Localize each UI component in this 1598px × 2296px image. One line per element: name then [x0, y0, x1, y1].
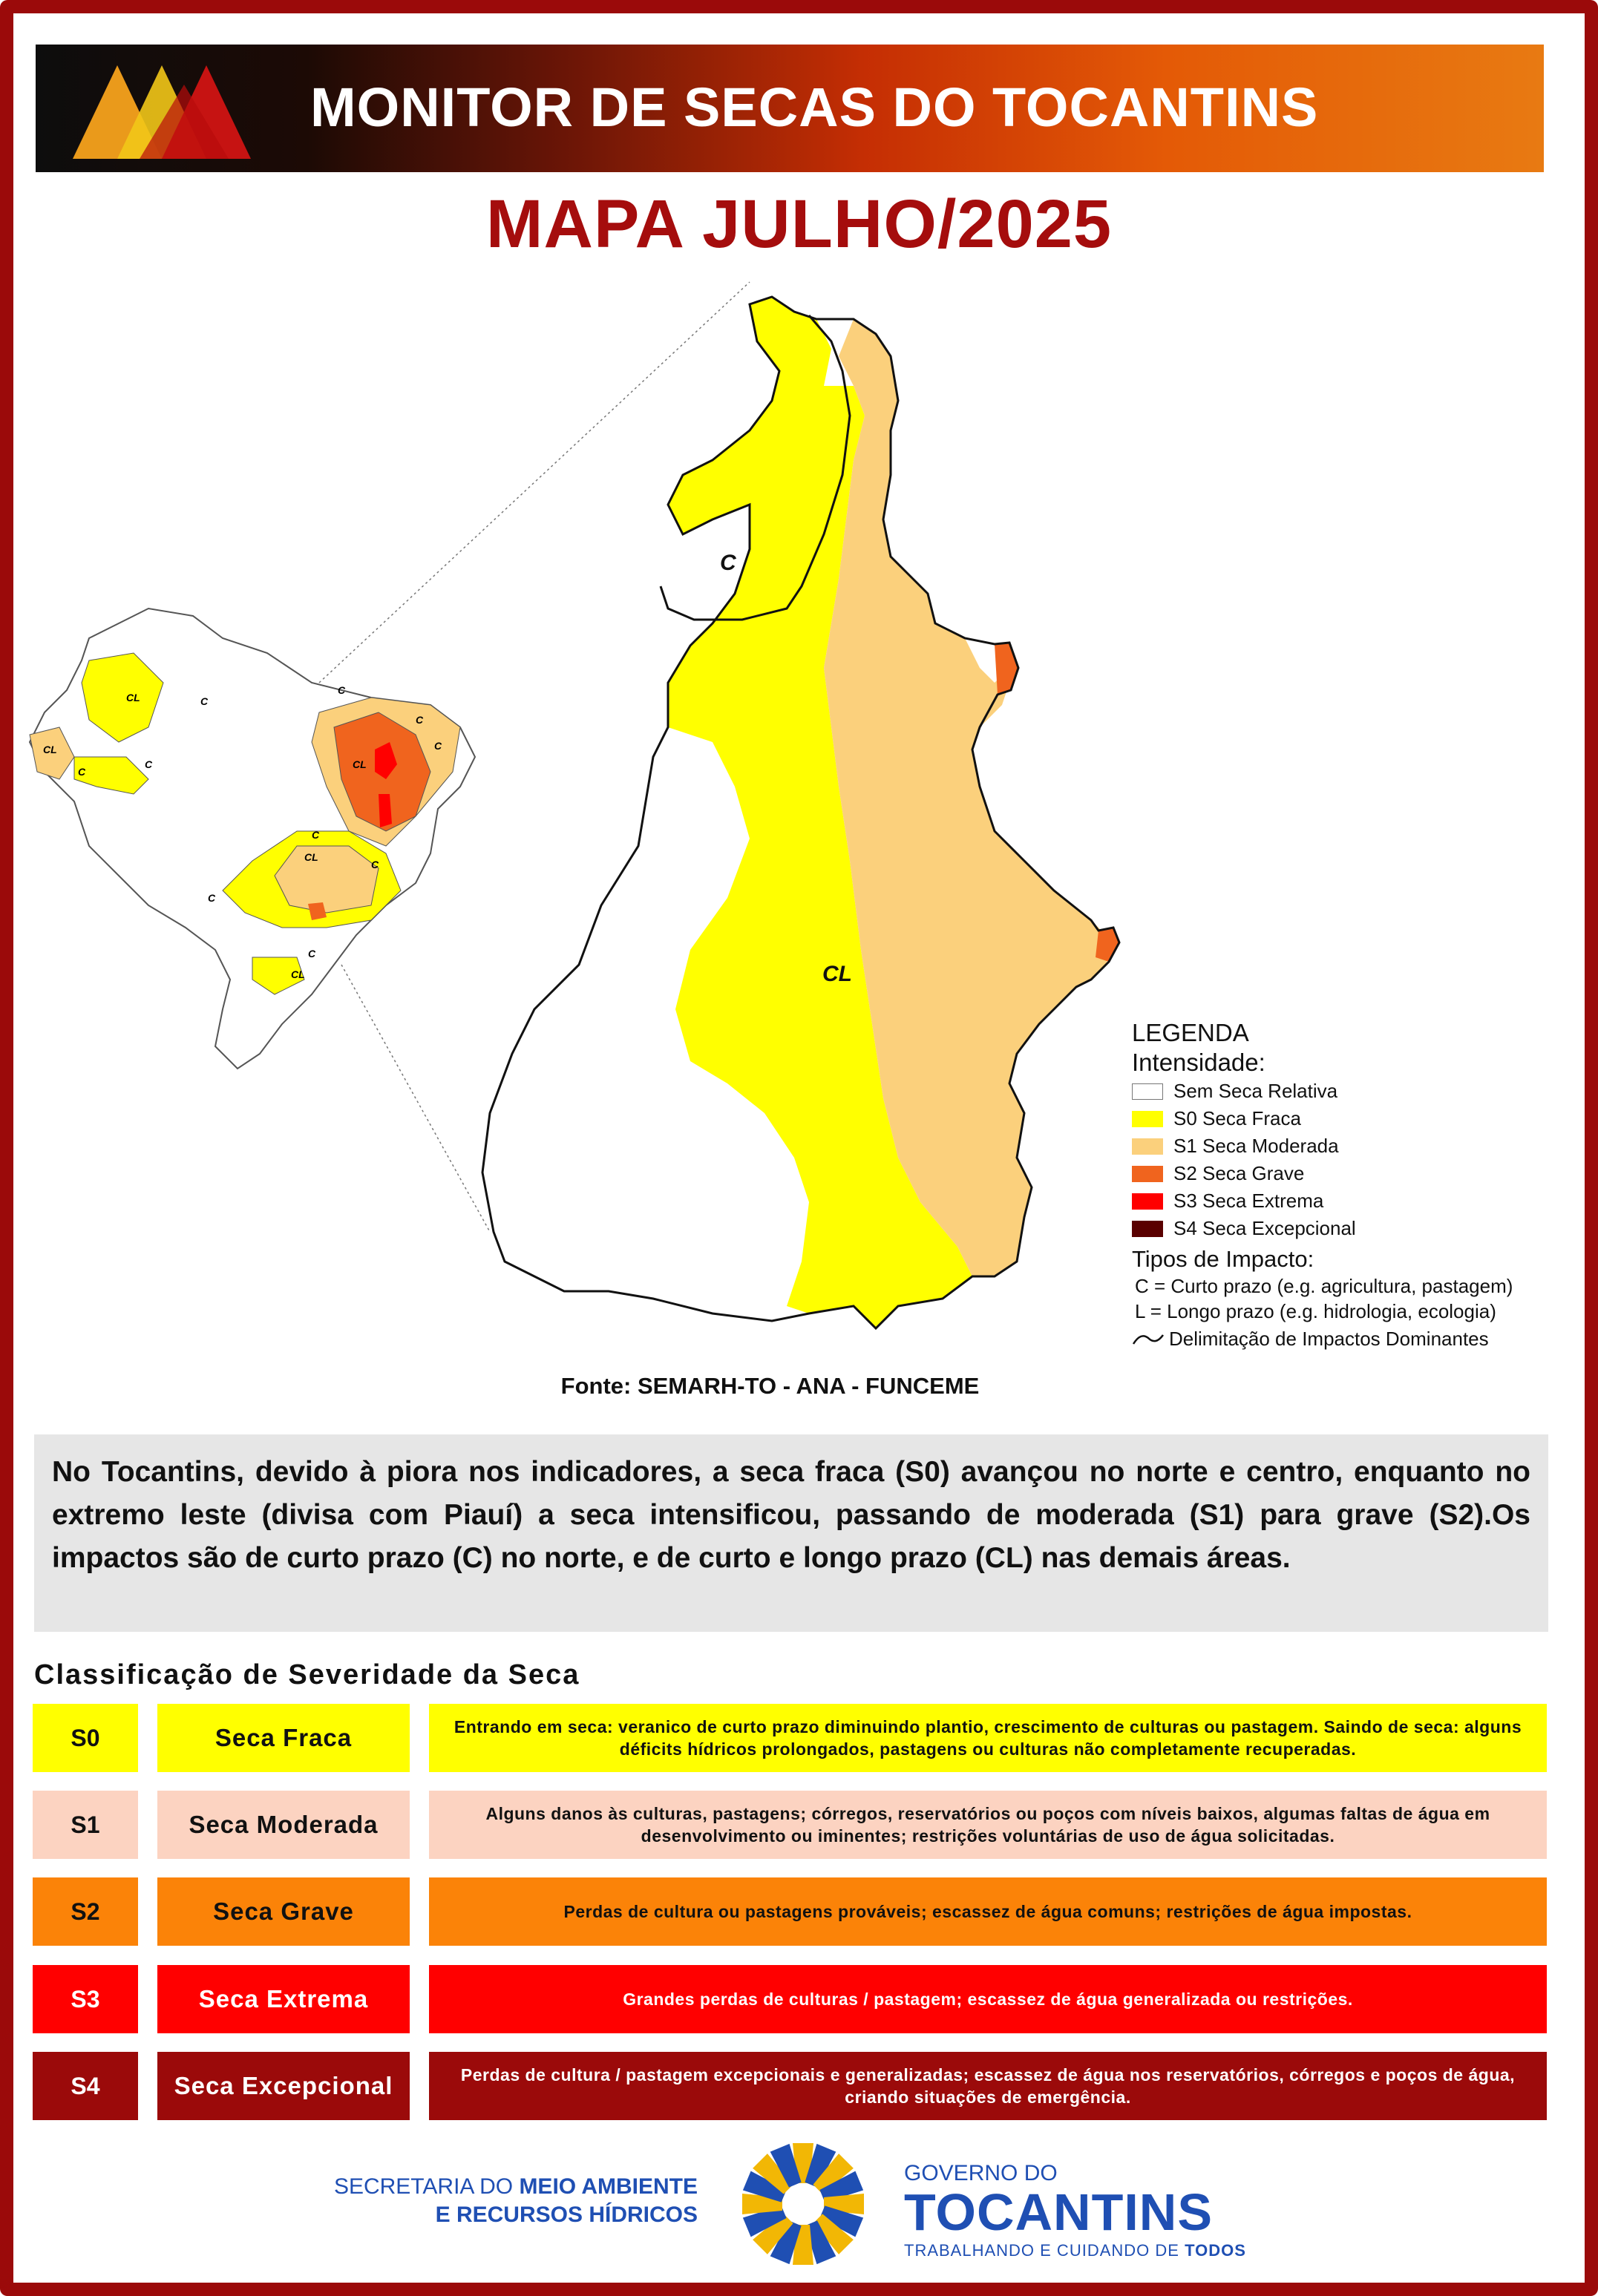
severity-code: S1	[33, 1791, 138, 1859]
legend-delimitation-label: Delimitação de Impactos Dominantes	[1169, 1328, 1489, 1350]
inset-label-cl-w: CL	[43, 744, 57, 755]
governo-logo-text	[904, 2161, 1246, 2263]
legend-item	[1132, 1187, 1513, 1215]
inset-label-c-ne: C	[338, 684, 346, 696]
severity-code: S0	[33, 1704, 138, 1772]
inset-label-c-s: C	[308, 948, 316, 960]
severity-row-s2	[33, 1877, 1547, 1946]
severity-desc: Perdas de cultura / pastagem excepcionais e generalizadas; escassez de água nos reservatórios, córregos e poços de água, criando situações de emergência.	[429, 2052, 1547, 2120]
legend-item	[1132, 1078, 1513, 1105]
map-source: Fonte: SEMARH-TO - ANA - FUNCEME	[560, 1373, 980, 1399]
severity-code: S4	[33, 2052, 138, 2120]
severity-desc: Entrando em seca: veranico de curto prazo diminuindo plantio, crescimento de culturas ou pastagem. Saindo de seca: alguns déficits hídricos prolongados, pastagens ou culturas não completamente recuperadas.	[429, 1704, 1547, 1772]
severity-desc: Alguns danos às culturas, pastagens; córregos, reservatórios ou poços com níveis baixos, algumas faltas de água em desenvolvimento ou iminentes; restrições voluntárias de uso de água solicitadas.	[429, 1791, 1547, 1859]
secretaria-logo-text	[312, 2173, 698, 2229]
legend-item-label: S1 Seca Moderada	[1173, 1135, 1339, 1157]
delimitation-line-icon	[1132, 1331, 1165, 1347]
inset-label-c-w1: C	[78, 766, 86, 778]
legend-swatch	[1132, 1221, 1163, 1237]
monitor-m-logo	[65, 55, 258, 165]
severity-desc: Grandes perdas de culturas / pastagem; escassez de água generalizada ou restrições.	[429, 1965, 1547, 2033]
severity-code: S3	[33, 1965, 138, 2033]
gov-name: TOCANTINS	[904, 2183, 1214, 2241]
severity-row-s4	[33, 2052, 1547, 2120]
gov-tagline	[904, 2238, 1246, 2263]
legend-swatch	[1132, 1193, 1163, 1210]
secretaria-line1-b: MEIO AMBIENTE	[519, 2174, 698, 2199]
severity-name: Seca Extrema	[157, 1965, 410, 2033]
inset-label-cl-center: CL	[304, 851, 318, 863]
inset-label-cl-ne: CL	[353, 758, 367, 770]
secretaria-line1-a: SECRETARIA DO	[333, 2174, 520, 2199]
legend-item-label: S0 Seca Fraca	[1173, 1107, 1301, 1129]
inset-label-cl-s: CL	[291, 968, 305, 980]
legend-items	[1132, 1078, 1513, 1242]
map-legend	[1132, 1018, 1513, 1354]
map-title: MAPA JULHO/2025	[485, 186, 1113, 262]
legend-item	[1132, 1105, 1513, 1132]
inset-label-c-se: C	[371, 859, 379, 870]
legend-swatch	[1132, 1166, 1163, 1182]
legend-item-label: S3 Seca Extrema	[1173, 1190, 1324, 1212]
gov-tag-b: TODOS	[1185, 2241, 1246, 2260]
gov-tag-a: TRABALHANDO E CUIDANDO DE	[904, 2241, 1185, 2260]
header-title: MONITOR DE SECAS DO TOCANTINS	[310, 76, 1319, 138]
inset-label-c-sw: C	[208, 892, 216, 904]
inset-label-c-e: C	[434, 740, 442, 752]
severity-row-s0	[33, 1704, 1547, 1772]
inset-label-c-w2: C	[145, 758, 153, 770]
legend-impact-title: Tipos de Impacto:	[1132, 1246, 1314, 1272]
severity-name: Seca Excepcional	[157, 2052, 410, 2120]
summary-text: No Tocantins, devido à piora nos indicadores, a seca fraca (S0) avançou no norte e centro, enquanto no extremo leste (divisa com Piauí) a seca intensificou, passando de moderada (S1) para grave (S2).Os impactos são de curto prazo (C) no norte, e de curto e longo prazo (CL) nas demais áreas.	[34, 1434, 1548, 1632]
gov-top: GOVERNO DO	[904, 2161, 1058, 2185]
severity-row-s1	[33, 1791, 1547, 1859]
severity-name: Seca Fraca	[157, 1704, 410, 1772]
legend-impact-c: C = Curto prazo (e.g. agricultura, pastagem)	[1135, 1275, 1513, 1297]
severity-row-s3	[33, 1965, 1547, 2033]
inset-label-c-ne2: C	[416, 714, 424, 726]
severity-name: Seca Grave	[157, 1877, 410, 1946]
tocantins-state-map	[482, 297, 1119, 1328]
severity-code: S2	[33, 1877, 138, 1946]
legend-intensity-title: Intensidade:	[1132, 1049, 1265, 1076]
legend-item-label: Sem Seca Relativa	[1173, 1080, 1338, 1102]
severity-desc: Perdas de cultura ou pastagens prováveis; escassez de água comuns; restrições de água impostas.	[429, 1877, 1547, 1946]
map-label-cl: CL	[822, 962, 852, 986]
secretaria-line2: E RECURSOS HÍDRICOS	[435, 2202, 698, 2227]
legend-item-label: S2 Seca Grave	[1173, 1162, 1305, 1184]
classification-title: Classificação de Severidade da Seca	[34, 1659, 580, 1690]
legend-swatch	[1132, 1083, 1163, 1100]
legend-impact-l: L = Longo prazo (e.g. hidrologia, ecologia)	[1135, 1300, 1496, 1322]
legend-item	[1132, 1215, 1513, 1242]
legend-swatch	[1132, 1111, 1163, 1127]
brazil-inset-map	[30, 609, 475, 1069]
legend-item	[1132, 1160, 1513, 1187]
map-label-c: C	[720, 551, 736, 575]
inset-label-c-n: C	[200, 695, 209, 707]
legend-heading: LEGENDA	[1132, 1019, 1249, 1046]
legend-item	[1132, 1132, 1513, 1160]
inset-s3-northeast-2	[379, 794, 392, 827]
severity-name: Seca Moderada	[157, 1791, 410, 1859]
header-banner	[36, 45, 1544, 172]
inset-label-cl-nw: CL	[126, 692, 140, 703]
legend-delimitation	[1132, 1324, 1513, 1354]
connector-line-bottom	[341, 965, 490, 1232]
legend-item-label: S4 Seca Excepcional	[1173, 1217, 1356, 1239]
tocantins-sun-emblem	[729, 2137, 877, 2271]
legend-swatch	[1132, 1138, 1163, 1155]
inset-label-c-center: C	[312, 829, 320, 841]
region-s2-seca-grave-north	[995, 643, 1018, 695]
